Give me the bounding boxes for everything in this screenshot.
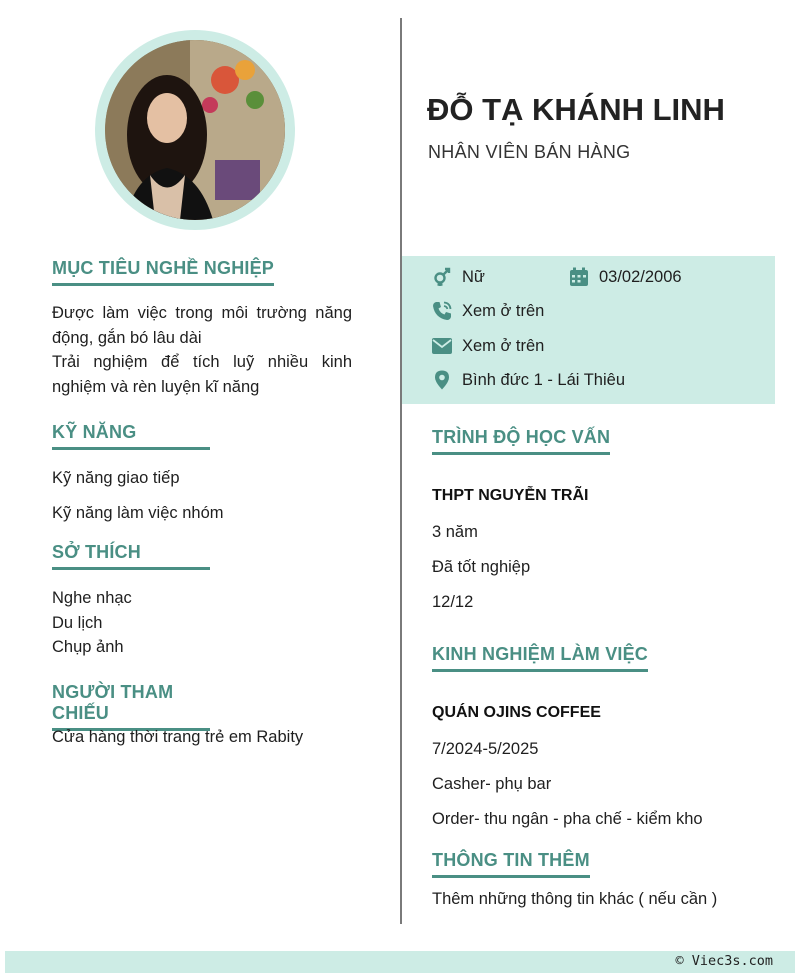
objective-line: Trải nghiệm để tích luỹ nhiều kinh nghiệm và rèn luyện kĩ năng	[52, 353, 352, 396]
address-row	[432, 370, 625, 390]
calendar-icon	[569, 267, 589, 287]
skills-list	[52, 466, 224, 525]
skill-item: Kỹ năng làm việc nhóm	[52, 503, 224, 522]
avatar	[105, 40, 285, 220]
email-icon	[432, 336, 452, 356]
location-pin-icon	[432, 370, 452, 390]
experience-role: Casher- phụ bar	[432, 775, 552, 793]
candidate-name: ĐỖ TẠ KHÁNH LINH	[427, 92, 725, 127]
hobby-item: Du lịch	[52, 613, 103, 632]
address-value: Bình đức 1 - Lái Thiêu	[462, 370, 626, 389]
portrait-photo	[105, 40, 285, 220]
birthday-value: 03/02/2006	[599, 267, 682, 286]
experience-tasks: Order- thu ngân - pha chế - kiểm kho	[432, 810, 703, 828]
education-grade: 12/12	[432, 593, 474, 611]
birthday-row	[569, 267, 682, 287]
education-duration: 3 năm	[432, 523, 478, 541]
experience-period: 7/2024-5/2025	[432, 740, 539, 758]
footer-bar	[5, 951, 795, 973]
hobbies-list	[52, 586, 132, 660]
candidate-position: NHÂN VIÊN BÁN HÀNG	[428, 142, 631, 162]
skills-title: KỸ NĂNG	[52, 422, 210, 450]
hobby-item: Chụp ảnh	[52, 638, 124, 656]
phone-row	[432, 301, 544, 321]
gender-value: Nữ	[462, 267, 485, 286]
education-title: TRÌNH ĐỘ HỌC VẤN	[432, 427, 610, 455]
education-status: Đã tốt nghiệp	[432, 558, 531, 576]
footer-credit[interactable]: © Viec3s.com	[675, 953, 773, 969]
phone-value: Xem ở trên	[462, 301, 545, 320]
gender-icon	[432, 267, 452, 287]
objective-title: MỤC TIÊU NGHỀ NGHIỆP	[52, 258, 274, 286]
additional-title: THÔNG TIN THÊM	[432, 850, 590, 878]
contact-panel	[402, 256, 775, 404]
hobby-item: Nghe nhạc	[52, 589, 132, 607]
references-title: NGƯỜI THAM CHIẾU	[52, 682, 210, 731]
school-name: THPT NGUYỄN TRÃI	[432, 487, 589, 504]
objective-body	[52, 301, 352, 399]
email-value: Xem ở trên	[462, 336, 545, 355]
phone-icon	[432, 301, 452, 321]
skill-item: Kỹ năng giao tiếp	[52, 469, 180, 487]
hobbies-title: SỞ THÍCH	[52, 542, 210, 570]
column-divider	[400, 18, 402, 924]
references-text: Cửa hàng thời trang trẻ em Rabity	[52, 728, 304, 746]
company-name: QUÁN OJINS COFFEE	[432, 704, 601, 721]
experience-title: KINH NGHIỆM LÀM VIỆC	[432, 644, 648, 672]
email-row	[432, 336, 544, 356]
additional-text: Thêm những thông tin khác ( nếu cần )	[432, 890, 718, 908]
avatar-frame	[95, 30, 295, 230]
objective-line: Được làm việc trong môi trường năng động, gắn bó lâu dài	[52, 304, 352, 347]
gender-row	[432, 267, 485, 287]
